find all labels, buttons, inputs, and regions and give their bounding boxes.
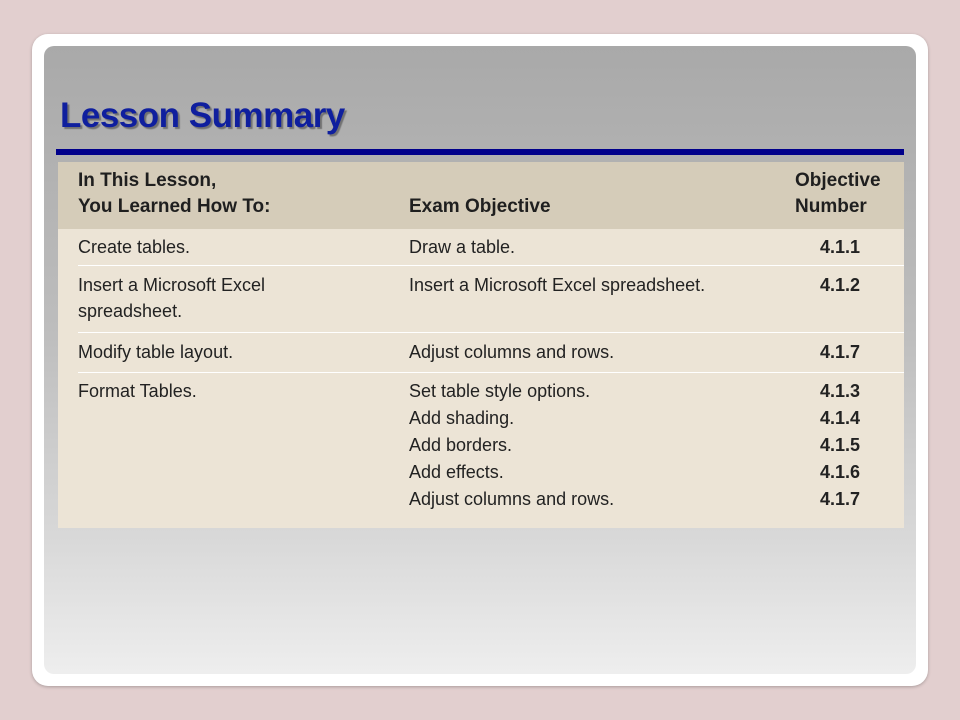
row4-objective-5: Adjust columns and rows. [409, 489, 615, 509]
row4-objective-4: Add effects. [409, 462, 504, 482]
header-exam-objective: Exam Objective [409, 196, 551, 217]
row4-objective-2: Add shading. [409, 408, 515, 428]
row4-skill: Format Tables. [78, 381, 197, 401]
slide [44, 46, 916, 674]
row-divider [78, 372, 904, 373]
row4-number-1: 4.1.3 [820, 381, 861, 401]
table-header [58, 162, 904, 229]
row1-skill: Create tables. [78, 237, 191, 257]
row2-objective: Insert a Microsoft Excel spreadsheet. [409, 275, 706, 295]
row4-number-5: 4.1.7 [820, 489, 861, 509]
row2-skill-line1: Insert a Microsoft Excel [78, 275, 266, 295]
header-skill-line1: In This Lesson, [78, 170, 217, 191]
row4-number-3: 4.1.5 [820, 435, 861, 455]
row4-objective-3: Add borders. [409, 435, 513, 455]
row1-objective: Draw a table. [409, 237, 516, 257]
row2-skill-line2: spreadsheet. [78, 301, 183, 321]
row4-number-4: 4.1.6 [820, 462, 861, 482]
row2-number: 4.1.2 [820, 275, 861, 295]
header-objective-line2: Number [795, 196, 867, 217]
slide-title: Lesson Summary [60, 96, 345, 135]
row-divider [78, 332, 904, 333]
header-skill-line2: You Learned How To: [78, 196, 271, 217]
row3-number: 4.1.7 [820, 342, 861, 362]
row-divider [78, 265, 904, 266]
row1-number: 4.1.1 [820, 237, 861, 257]
title-underline [56, 149, 904, 155]
slide-frame [32, 34, 928, 686]
row3-skill: Modify table layout. [78, 342, 234, 362]
row4-objective-1: Set table style options. [409, 381, 591, 401]
row4-number-2: 4.1.4 [820, 408, 861, 428]
lesson-summary-table [58, 162, 904, 528]
row3-objective: Adjust columns and rows. [409, 342, 615, 362]
header-objective-line1: Objective [795, 170, 881, 191]
